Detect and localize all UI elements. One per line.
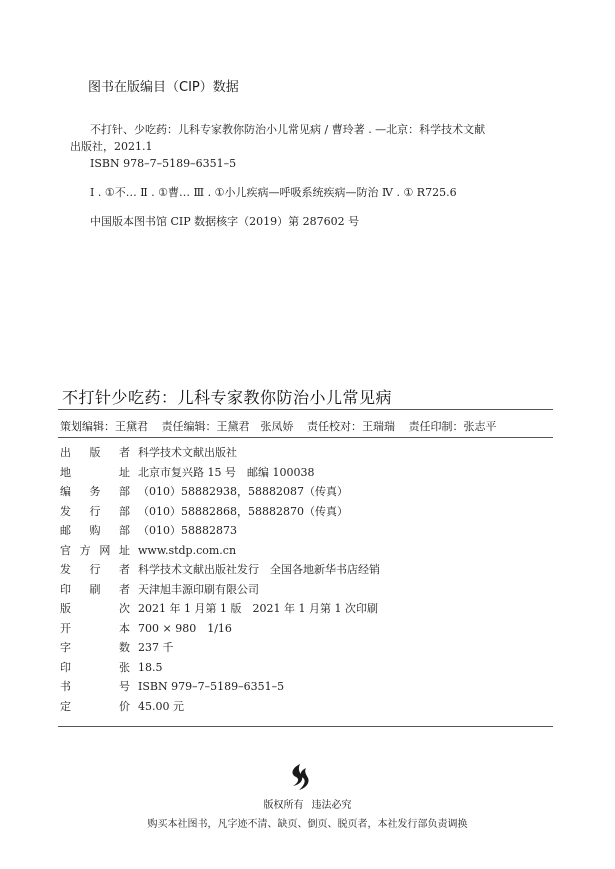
imprint-label-char: 者 (119, 582, 130, 596)
imprint-label-char: 购 (89, 524, 101, 537)
editor-credit: 策划编辑：王黛君 (60, 420, 148, 433)
imprint-label (60, 677, 130, 697)
imprint-label (60, 541, 130, 561)
imprint-label-char: 部 (119, 504, 130, 518)
imprint-rule (58, 726, 553, 727)
imprint-label-char: 出 (60, 446, 71, 459)
imprint-label (60, 580, 130, 600)
imprint-label (60, 560, 130, 580)
cip-classification: Ⅰ . ①不… Ⅱ . ①曹… Ⅲ . ①小儿疾病—呼吸系统疾病—防治 Ⅳ . ① R725.6 (90, 186, 457, 199)
imprint-row (60, 541, 380, 561)
imprint-value: 科学技术文献出版社 (138, 446, 237, 459)
imprint-label (60, 521, 130, 541)
imprint-label (60, 619, 130, 639)
imprint-label-char: 网 (99, 543, 111, 557)
imprint-label-char: 地 (60, 465, 71, 479)
imprint-label (60, 638, 130, 658)
imprint-value: 天津旭丰源印刷有限公司 (138, 582, 259, 596)
imprint-label-char: 部 (119, 485, 130, 498)
imprint-value: （010）58882868，58882870（传真） (138, 504, 348, 518)
imprint-label-char: 印 (60, 660, 71, 674)
cip-block (70, 121, 550, 230)
imprint-row (60, 580, 380, 600)
imprint-label-char: 次 (119, 602, 130, 615)
imprint-label (60, 443, 130, 463)
imprint-label-char: 开 (60, 621, 71, 635)
imprint-label (60, 502, 130, 522)
editor-credit: 责任印制：张志平 (408, 420, 497, 433)
imprint-row (60, 521, 380, 541)
imprint-label-char: 价 (119, 699, 130, 713)
imprint-label-char: 版 (60, 602, 71, 615)
imprint-label-char: 发 (60, 563, 71, 576)
imprint-label-char: 本 (119, 621, 130, 635)
cip-isbn: ISBN 978–7–5189–6351–5 (90, 157, 237, 170)
imprint-value: www.stdp.com.cn (138, 543, 237, 557)
imprint-label-char: 发 (60, 504, 71, 518)
imprint-value: 700 × 980 1/16 (138, 621, 232, 635)
cip-data-check: 中国版本图书馆 CIP 数据核字（2019）第 287602 号 (90, 215, 360, 228)
imprint-label-char: 字 (60, 641, 71, 654)
imprint-label-char: 官 (60, 543, 71, 557)
imprint-label (60, 463, 130, 483)
imprint-label-char: 址 (119, 465, 130, 479)
imprint-value: （010）58882938，58882087（传真） (138, 485, 348, 498)
imprint-label (60, 658, 130, 678)
title-rule (58, 409, 553, 410)
copyright-left: 版权所有 (263, 800, 304, 811)
imprint-value: 2021 年 1 月第 1 版 2021 年 1 月第 1 次印刷 (138, 602, 378, 615)
publisher-logo-icon (286, 762, 312, 792)
imprint-value: ISBN 979–7–5189–6351–5 (138, 680, 285, 693)
imprint-label-char: 号 (119, 680, 130, 693)
imprint-row (60, 443, 380, 463)
imprint-row (60, 599, 380, 619)
book-title: 不打针少吃药：儿科专家教你防治小儿常见病 (62, 388, 393, 407)
imprint-row (60, 697, 380, 717)
cip-heading: 图书在版编目（CIP）数据 (88, 80, 239, 95)
copyright-notice (0, 796, 615, 811)
imprint-row (60, 502, 380, 522)
imprint-label-char: 方 (79, 543, 91, 557)
imprint-label (60, 482, 130, 502)
imprint-row (60, 463, 380, 483)
imprint-value: 科学技术文献出版社发行 全国各地新华书店经销 (138, 563, 380, 576)
imprint-row (60, 482, 380, 502)
imprint-row (60, 560, 380, 580)
imprint-label-char: 张 (119, 660, 130, 674)
imprint-row (60, 677, 380, 697)
imprint-label-char: 址 (118, 543, 130, 557)
imprint-label-char: 邮 (60, 524, 71, 537)
imprint-value: （010）58882873 (138, 524, 237, 537)
copyright-right: 违法必究 (311, 800, 352, 811)
imprint-value: 45.00 元 (138, 699, 184, 713)
imprint-label-char: 务 (89, 485, 101, 498)
imprint-label-char: 刷 (89, 582, 101, 596)
editor-credits (60, 418, 507, 434)
editor-credit: 责任编辑：王黛君 张凤娇 (161, 420, 294, 433)
imprint-table (60, 443, 380, 716)
imprint-label-char: 印 (60, 582, 71, 596)
imprint-label-char: 定 (60, 699, 71, 713)
imprint-value: 237 千 (138, 641, 174, 654)
imprint-row (60, 638, 380, 658)
imprint-label-char: 者 (119, 563, 130, 576)
imprint-label-char: 者 (119, 446, 130, 459)
imprint-row (60, 658, 380, 678)
editors-rule (58, 437, 553, 438)
imprint-label (60, 599, 130, 619)
imprint-label-char: 数 (119, 641, 130, 654)
imprint-label-char: 书 (60, 680, 71, 693)
imprint-value: 北京市复兴路 15 号 邮编 100038 (138, 465, 315, 479)
imprint-row (60, 619, 380, 639)
cip-citation-line2: 出版社，2021.1 (70, 140, 153, 153)
imprint-label-char: 编 (60, 485, 71, 498)
imprint-label-char: 行 (89, 504, 101, 518)
imprint-label-char: 部 (119, 524, 130, 537)
cip-citation-line1: 不打针、少吃药：儿科专家教你防治小儿常见病 / 曹玲著 . —北京：科学技术文献 (90, 123, 486, 136)
editor-credit: 责任校对：王瑞瑞 (307, 420, 395, 433)
imprint-label-char: 行 (89, 563, 101, 576)
imprint-value: 18.5 (138, 660, 163, 674)
replacement-notice: 购买本社图书，凡字迹不清、缺页、倒页、脱页者，本社发行部负责调换 (147, 819, 468, 830)
imprint-label (60, 697, 130, 717)
imprint-label-char: 版 (89, 446, 101, 459)
